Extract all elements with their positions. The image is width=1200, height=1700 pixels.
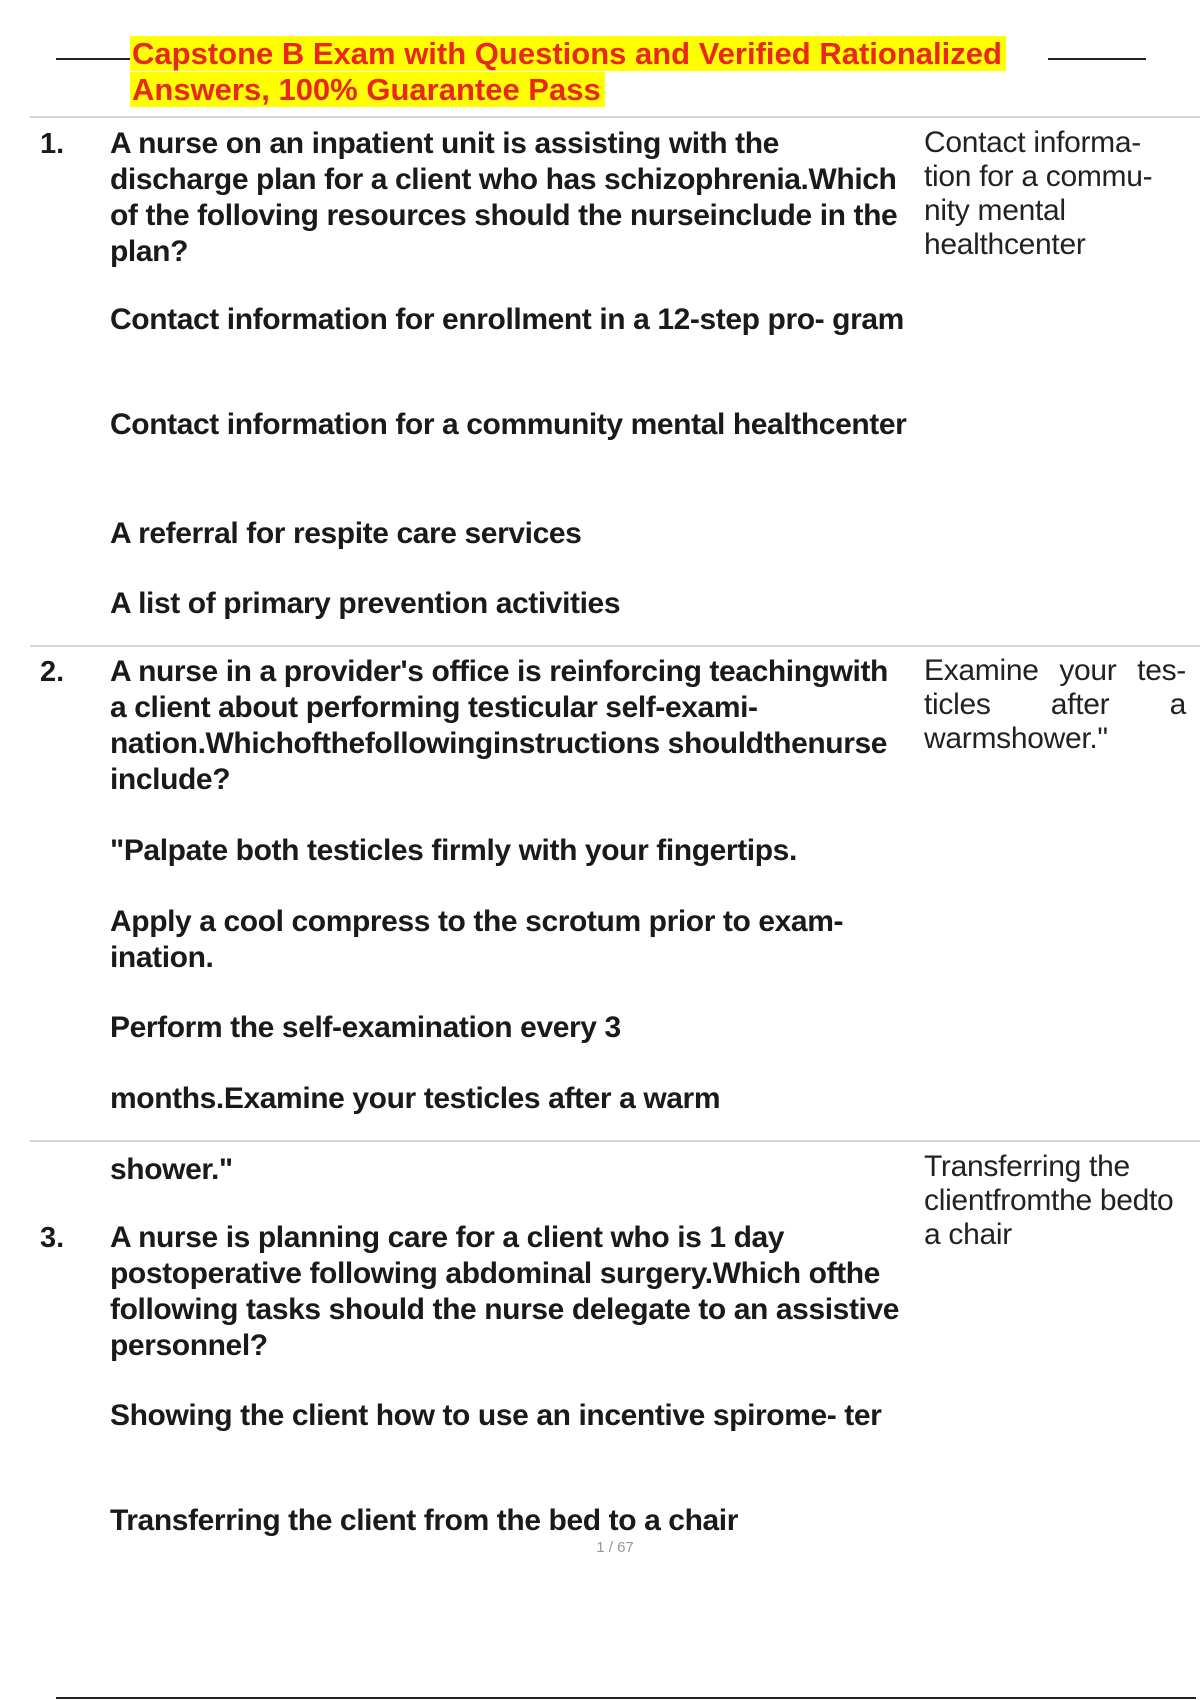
answer-option: A referral for respite care services (110, 517, 582, 550)
answer-option: months.Examine your testicles after a warm (110, 1082, 721, 1115)
question-text: A nurse in a provider's office is reinforcing teachingwith a client about performing testicular self-exami- nation.Whichofthefollowinginstructions shouldthenurse include? (110, 655, 888, 796)
answer-option: Contact information for a community mental healthcenter (110, 408, 907, 441)
question-text: A nurse is planning care for a client who is 1 day postoperative following abdominal surgery.Which ofthe following tasks should the nurse delegate to an assistive personnel? (110, 1221, 900, 1362)
section-divider (30, 645, 1200, 647)
question-number: 1. (40, 128, 65, 160)
answer-text: Transferring the clientfromthe bedto a chair (924, 1150, 1174, 1251)
answer-option: "Palpate both testicles firmly with your fingertips. (110, 834, 797, 867)
answer-option: Transferring the client from the bed to a chair (110, 1504, 738, 1537)
answer-option: Showing the client how to use an incentive spirome- ter (110, 1399, 882, 1432)
question-number: 3. (40, 1222, 65, 1254)
page-indicator: 1 / 67 (596, 1539, 634, 1556)
answer-option: Apply a cool compress to the scrotum prior to exam- ination. (110, 905, 844, 974)
answer-text: Examine your tes- ticles after a warmshower." (924, 654, 1186, 755)
footer-rule (56, 1697, 1196, 1699)
section-divider (30, 1140, 1200, 1142)
answer-option: shower." (110, 1153, 233, 1186)
section-divider (30, 116, 1200, 118)
title-rule-right (1048, 58, 1146, 60)
question-number: 2. (40, 656, 65, 688)
document-title-block (56, 36, 1146, 116)
document-title: Capstone B Exam with Questions and Verified Rationalized Answers, 100% Guarantee Pass (130, 36, 1050, 108)
question-text: A nurse on an inpatient unit is assisting with the discharge plan for a client who has schizophrenia.Which of the folloving resources should the nurseinclude in the plan? (110, 127, 898, 268)
answer-option: A list of primary prevention activities (110, 587, 621, 620)
answer-text: Contact informa- tion for a commu- nity mental healthcenter (924, 126, 1153, 261)
title-rule-left (56, 58, 130, 60)
answer-option: Perform the self-examination every 3 (110, 1011, 621, 1044)
answer-option: Contact information for enrollment in a 12-step pro- gram (110, 303, 904, 336)
